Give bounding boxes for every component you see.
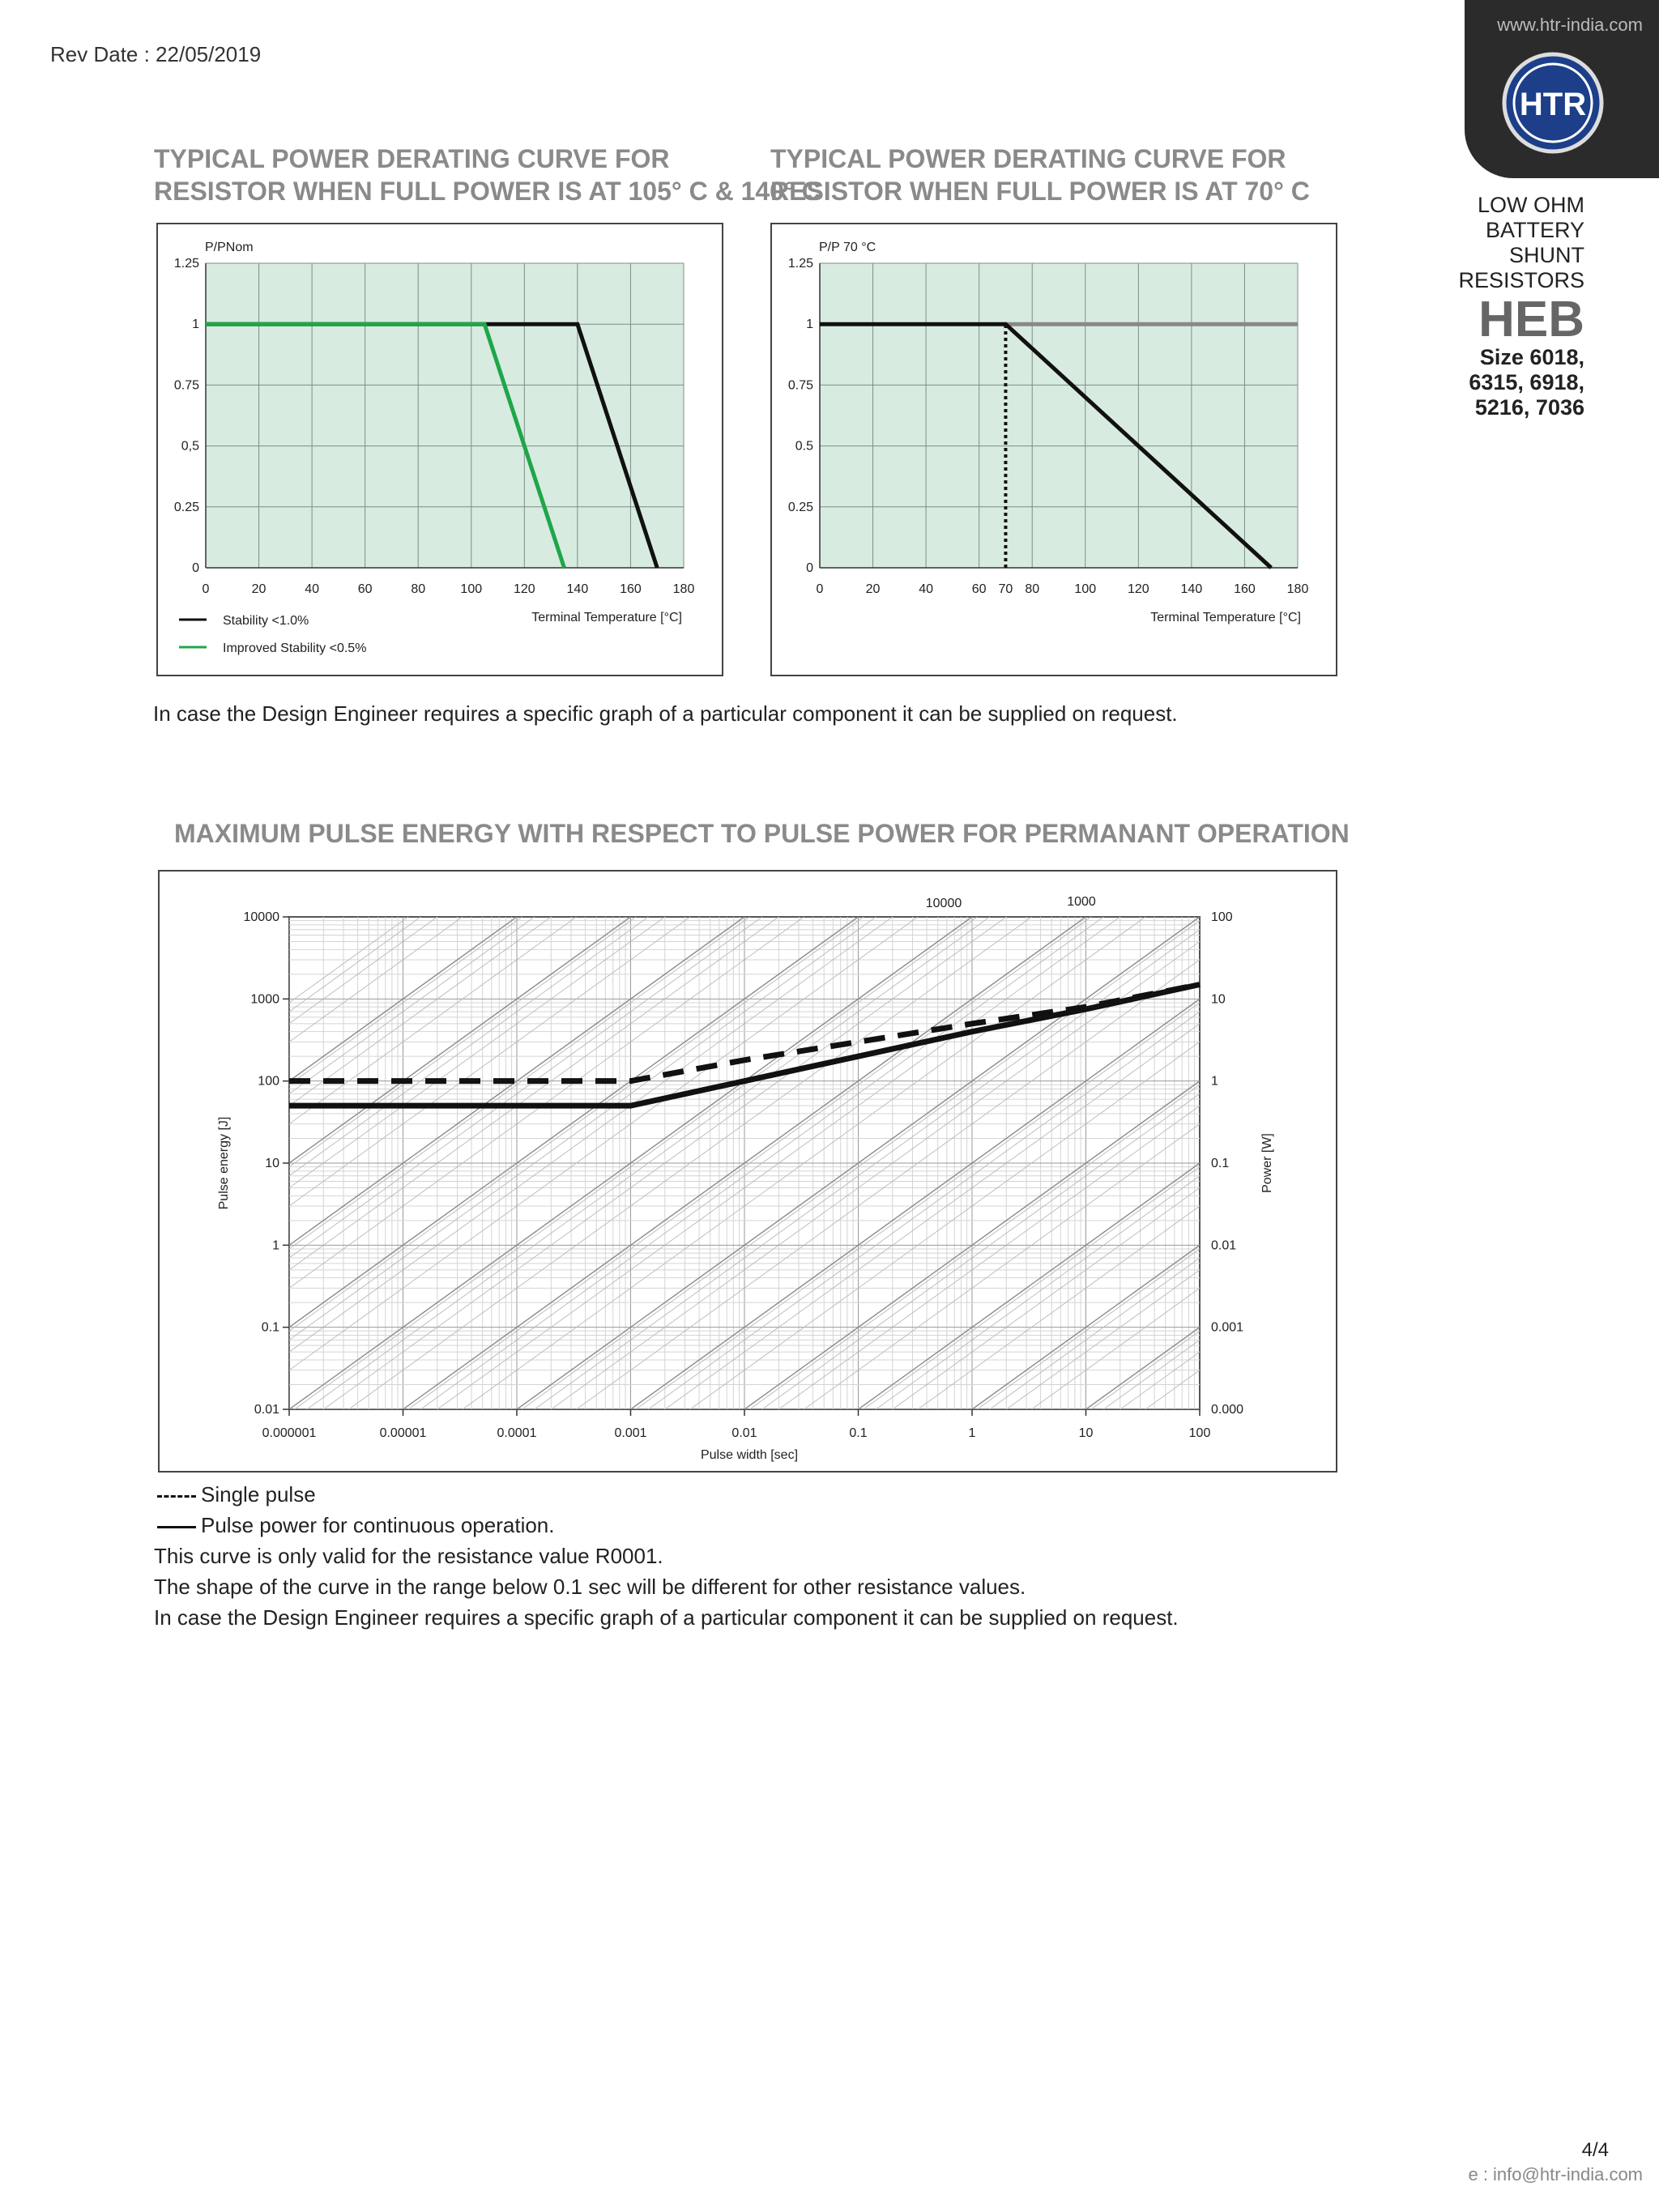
c3-y2-tick: 0.1 xyxy=(1211,1157,1230,1170)
product-line-4: RESISTORS xyxy=(1458,268,1584,292)
c3-y-tick: 10 xyxy=(265,1157,279,1170)
c1-x-tick: 0 xyxy=(202,582,210,596)
pulse-note-1: This curve is only valid for the resistance value R0001. xyxy=(154,1544,663,1568)
c2-x-tick: 180 xyxy=(1286,582,1309,596)
c2-x-tick: 60 xyxy=(971,582,987,596)
c2-x-tick: 120 xyxy=(1127,582,1149,596)
c3-y2-tick: 100 xyxy=(1211,910,1233,924)
c1-y-tick: 0.75 xyxy=(173,378,199,393)
c3-power-diagonal xyxy=(158,1413,1337,1473)
c3-x-tick: 0.01 xyxy=(731,1426,757,1440)
legend-single-pulse xyxy=(157,1479,1179,1510)
c2-y-tick: 0.25 xyxy=(787,500,813,514)
c1-x-tick: 180 xyxy=(672,582,695,596)
product-line-1: LOW OHM xyxy=(1478,193,1584,217)
c3-y2-tick: 0.000 xyxy=(1211,1403,1244,1417)
chart3-y2label: Power [W] xyxy=(1260,1133,1274,1193)
legend-solid-line xyxy=(157,1526,196,1528)
c1-y-tick: 1 xyxy=(192,318,199,332)
chart3-xlabel: Pulse width [sec] xyxy=(700,1448,799,1462)
c3-y2-tick: 0.001 xyxy=(1211,1320,1244,1335)
rev-date: Rev Date : 22/05/2019 xyxy=(50,42,262,66)
pulse-energy-chart xyxy=(158,870,1337,1473)
c1-y-tick: 0,5 xyxy=(181,439,199,454)
chart1-plot-area xyxy=(206,263,684,568)
c2-x-tick: 20 xyxy=(865,582,881,596)
chart2-xlabel: Terminal Temperature [°C] xyxy=(1150,611,1301,624)
legend-continuous-label: Pulse power for continuous operation. xyxy=(201,1513,555,1537)
logo-text: HTR xyxy=(1519,87,1587,122)
c3-x-tick: 1 xyxy=(968,1426,976,1440)
c1-x-tick: 40 xyxy=(305,582,320,596)
c3-y-tick: 1 xyxy=(272,1238,279,1253)
c2-x-tick: 70 xyxy=(998,582,1013,596)
product-line-3: SHUNT xyxy=(1509,243,1584,267)
product-block xyxy=(1458,193,1584,420)
c2-x-tick: 140 xyxy=(1180,582,1203,596)
legend-dashed-line xyxy=(157,1495,196,1498)
pulse-notes xyxy=(154,1479,1179,1633)
pulse-note-3: In case the Design Engineer requires a specific graph of a particular component it can be supplied on request. xyxy=(154,1605,1179,1630)
chart1-ylabel: P/PNom xyxy=(205,241,254,254)
c1-x-tick: 80 xyxy=(411,582,426,596)
c3-x-tick: 0.00001 xyxy=(379,1426,427,1440)
c1-x-tick: 100 xyxy=(460,582,483,596)
c2-x-tick: 40 xyxy=(919,582,934,596)
c3-x-tick: 10 xyxy=(1078,1426,1094,1440)
c1-y-tick: 0 xyxy=(192,561,199,575)
c3-x-tick: 0.1 xyxy=(849,1426,868,1440)
c2-y-tick: 0 xyxy=(806,561,813,575)
c1-x-tick: 20 xyxy=(251,582,267,596)
c3-x-tick: 0.001 xyxy=(614,1426,647,1440)
pulse-chart-title: MAXIMUM PULSE ENERGY WITH RESPECT TO PULSE POWER FOR PERMANANT OPERATION xyxy=(174,819,1350,848)
pulse-note-2: The shape of the curve in the range below 0.1 sec will be different for other resistance values. xyxy=(154,1575,1026,1599)
chart3-top-label-1000: 1000 xyxy=(1067,895,1096,909)
c3-y-tick: 1000 xyxy=(250,992,279,1007)
htr-logo xyxy=(1500,50,1606,156)
legend-continuous xyxy=(157,1510,1179,1541)
c2-y-tick: 1 xyxy=(806,318,813,332)
derating-note: In case the Design Engineer requires a specific graph of a particular component it can be supplied on request. xyxy=(153,701,1178,726)
website-link[interactable]: www.htr-india.com xyxy=(1497,15,1643,35)
c1-x-tick: 120 xyxy=(513,582,535,596)
chart2-plot-area xyxy=(820,263,1298,568)
c1-x-tick: 160 xyxy=(620,582,642,596)
c3-y2-tick: 0.01 xyxy=(1211,1238,1237,1253)
c1-y-tick: 0.25 xyxy=(173,500,199,514)
product-line-2: BATTERY xyxy=(1485,218,1584,242)
c1-x-tick: 60 xyxy=(357,582,373,596)
c3-y2-tick: 10 xyxy=(1211,992,1226,1007)
c3-y-tick: 0.1 xyxy=(261,1320,279,1335)
derating-chart-105-140 xyxy=(156,223,723,676)
product-code: HEB xyxy=(1478,292,1584,347)
legend-single-label: Single pulse xyxy=(201,1482,316,1507)
chart1-xlabel: Terminal Temperature [°C] xyxy=(531,611,682,624)
c3-x-tick: 0.0001 xyxy=(497,1426,537,1440)
c3-y-tick: 10000 xyxy=(243,910,279,924)
c3-x-tick: 100 xyxy=(1188,1426,1211,1440)
c2-x-tick: 160 xyxy=(1234,582,1256,596)
c3-x-tick: 0.000001 xyxy=(262,1426,317,1440)
chart2-title xyxy=(770,143,1310,207)
chart3-top-label-10000: 10000 xyxy=(925,897,962,910)
chart3-ylabel: Pulse energy [J] xyxy=(217,1116,231,1210)
c1-y-tick: 1.25 xyxy=(173,257,199,271)
c3-y2-tick: 1 xyxy=(1211,1074,1218,1089)
derating-chart-70 xyxy=(770,223,1337,676)
c3-y-tick: 100 xyxy=(258,1074,279,1089)
c2-x-tick: 80 xyxy=(1025,582,1040,596)
page-number: 4/4 xyxy=(1581,2139,1609,2161)
c2-y-tick: 0.5 xyxy=(795,439,813,454)
product-size-1: Size 6018, xyxy=(1479,345,1584,369)
c2-x-tick: 100 xyxy=(1074,582,1097,596)
chart2-title-line2: RESISTOR WHEN FULL POWER IS AT 70° C xyxy=(770,177,1310,206)
c2-y-tick: 0.75 xyxy=(787,378,813,393)
c1-x-tick: 140 xyxy=(566,582,589,596)
chart1-legend-stability: Stability <1.0% xyxy=(223,614,309,628)
chart2-ylabel: P/P 70 °C xyxy=(819,241,876,254)
chart1-title-line2: RESISTOR WHEN FULL POWER IS AT 105° C & 140° C xyxy=(154,177,821,206)
product-size-2: 6315, 6918, xyxy=(1469,370,1584,394)
chart2-title-line1: TYPICAL POWER DERATING CURVE FOR xyxy=(770,144,1286,173)
chart1-title-line1: TYPICAL POWER DERATING CURVE FOR xyxy=(154,144,670,173)
c3-y-tick: 0.01 xyxy=(254,1403,279,1417)
chart1-title xyxy=(154,143,821,207)
footer-email[interactable]: e : info@htr-india.com xyxy=(1468,2164,1643,2184)
c3-power-diagonal xyxy=(158,1409,1337,1473)
c2-x-tick: 0 xyxy=(816,582,824,596)
chart1-legend-improved: Improved Stability <0.5% xyxy=(223,641,367,655)
c2-y-tick: 1.25 xyxy=(787,257,813,271)
product-size-3: 5216, 7036 xyxy=(1474,395,1584,420)
